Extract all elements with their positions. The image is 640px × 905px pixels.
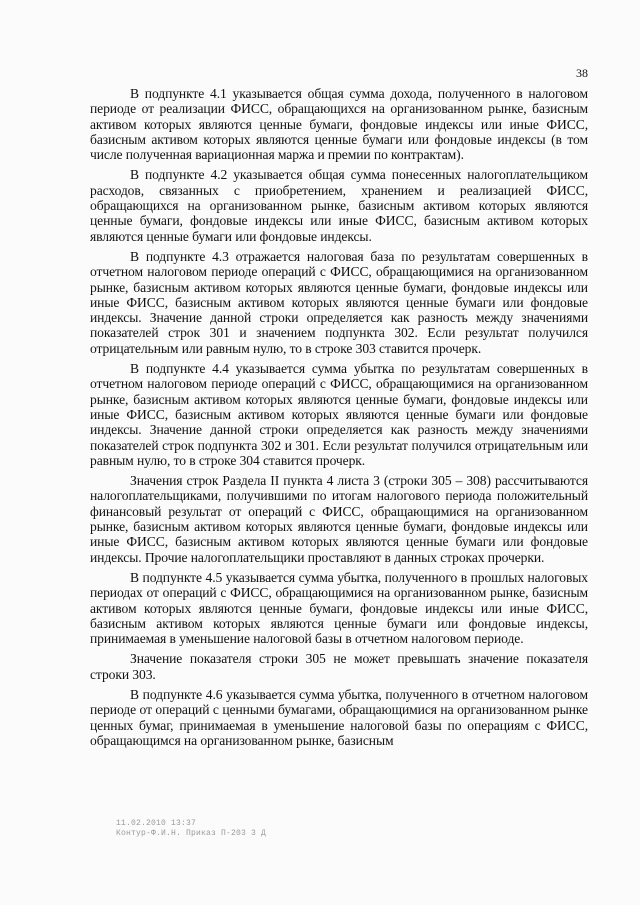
document-stamp <box>116 819 266 839</box>
paragraph-4-2: В подпункте 4.2 указывается общая сумма понесенных налогоплательщиком расходов, связанных с приобретением, хранением и реализацией ФИСС, обращающихся на организованном рынке, базисным активом которых являются ценные бумаги, фондовые индексы или иные ФИСС, базисным активом которых являются ценные бумаги или фондовые индексы. <box>90 167 588 244</box>
paragraph-4-1: В подпункте 4.1 указывается общая сумма дохода, полученного в налоговом периоде от реализации ФИСС, обращающихся на организованном рынке, базисным активом которых являются ценные бумаги, фондовые индексы или иные ФИСС, базисным активом которых являются ценные бумаги или фондовые индексы (в том числе полученная вариационная маржа и премии по контрактам). <box>90 86 588 163</box>
paragraph-4-4: В подпункте 4.4 указывается сумма убытка по результатам совершенных в отчетном налоговом периоде операций с ФИСС, обращающимися на организованном рынке, базисным активом которых являются ценные бумаги, фондовые индексы или иные ФИСС, базисным активом которых являются ценные бумаги или фондовые индексы. Значение данной строки определяется как разность между значениями показателей строк подпункта 302 и 301. Если результат получился отрицательным или равным нулю, то в строке 304 ставится прочерк. <box>90 361 588 468</box>
stamp-line-1: 11.02.2010 13:37 <box>116 819 197 828</box>
paragraph-4-3: В подпункте 4.3 отражается налоговая база по результатам совершенных в отчетном налоговом периоде операций с ФИСС, обращающимися на организованном рынке, базисным активом которых являются ценные бумаги, фондовые индексы или иные ФИСС, базисным активом которых являются ценные бумаги или фондовые индексы. Значение данной строки определяется как разность между значениями показателей строк 301 и значением подпункта 302. Если результат получился отрицательным или равным нулю, то в строке 303 ставится прочерк. <box>90 248 588 356</box>
paragraph-4-6: В подпункте 4.6 указывается сумма убытка, полученного в отчетном налоговом периоде от операций с ценными бумагами, обращающимися на организованном рынке ценных бумаг, принимаемая в уменьшение налоговой базы по операциям с ФИСС, обращающимся на организованном рынке, базисным <box>90 686 588 748</box>
document-body <box>90 86 588 753</box>
stamp-line-2: Контур-Ф.И.Н. Приказ П-203 3 Д <box>116 829 267 838</box>
paragraph-lines-305-308: Значения строк Раздела II пункта 4 листа 3 (строки 305 – 308) рассчитываются налогоплательщиками, получившими по итогам налогового периода положительный финансовый результат от операций с ФИСС, обращающимися на организованном рынке, базисным активом которых являются ценные бумаги, фондовые индексы или иные ФИСС, базисным активом которых являются ценные бумаги или фондовые индексы. Прочие налогоплательщики проставляют в данных строках прочерки. <box>90 473 588 565</box>
paragraph-4-5: В подпункте 4.5 указывается сумма убытка, полученного в прошлых налоговых периодах от операций с ФИСС, обращающимися на организованном рынке, базисным активом которых являются ценные бумаги, фондовые индексы или иные ФИСС, базисным активом которых являются ценные бумаги или фондовые индексы, принимаемая в уменьшение налоговой базы в отчетном налоговом периоде. <box>90 569 588 647</box>
page-number: 38 <box>576 66 588 80</box>
paragraph-line-305-limit: Значение показателя строки 305 не может превышать значение показателя строки 303. <box>90 651 588 682</box>
